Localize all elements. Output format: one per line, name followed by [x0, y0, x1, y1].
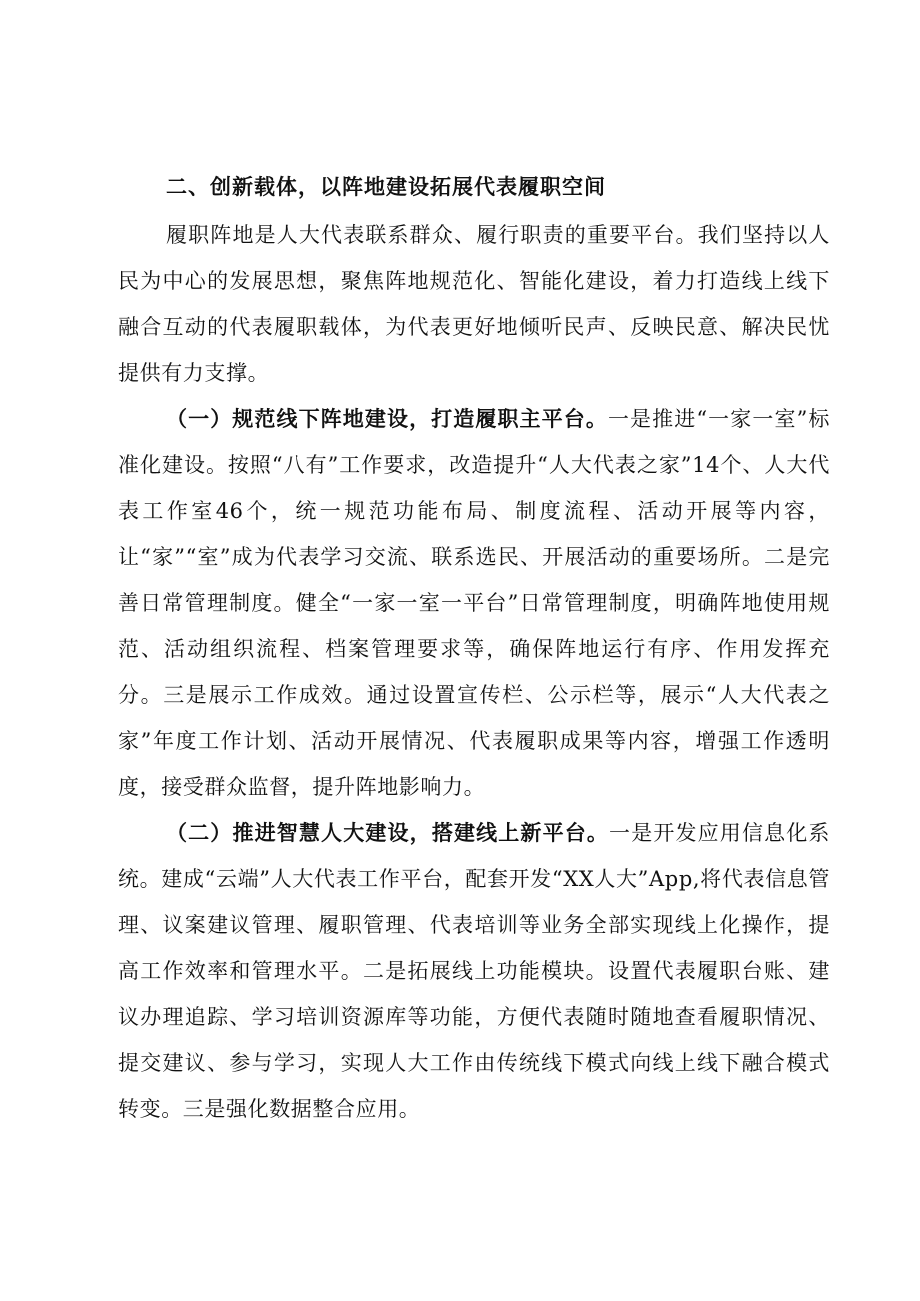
document-body: [118, 162, 830, 1132]
subsection-2-lead: （二）推进智慧人大建设，搭建线上新平台。: [166, 821, 610, 845]
subsection-1-lead: （一）规范线下阵地建设，打造履职主平台。: [166, 407, 608, 431]
subsection-2-body: 一是开发应用信息化系统。建成“云端”人大代表工作平台，配套开发“XX人大”App,将代表信息管理、议案建议管理、履职管理、代表培训等业务全部实现线上化操作，提高工作效率和管理水平。二是拓展线上功能模块。设置代表履职台账、建议办理追踪、学习培训资源库等功能，方便代表随时随地查看履职情况、提交建议、参与学习，实现人大工作由传统线下模式向线上线下融合模式转变。三是强化数据整合应用。: [118, 821, 831, 1121]
intro-paragraph: 履职阵地是人大代表联系群众、履行职责的重要平台。我们坚持以人民为中心的发展思想，聚焦阵地规范化、智能化建设，着力打造线上线下融合互动的代表履职载体，为代表更好地倾听民声、反映民意、解决民忧提供有力支撑。: [118, 223, 830, 385]
subsection-1-paragraph: [118, 396, 830, 810]
section-heading: 二、创新载体，以阵地建设拓展代表履职空间: [166, 175, 606, 199]
subsection-2-paragraph: [118, 810, 830, 1132]
subsection-1-body: 一是推进“一家一室”标准化建设。按照“八有”工作要求，改造提升“人大代表之家”14个、人大代表工作室46个，统一规范功能布局、制度流程、活动开展等内容，让“家”“室”成为代表学习交流、联系选民、开展活动的重要场所。二是完善日常管理制度。健全“一家一室一平台”日常管理制度，明确阵地使用规范、活动组织流程、档案管理要求等，确保阵地运行有序、作用发挥充分。三是展示工作成效。通过设置宣传栏、公示栏等，展示“人大代表之家”年度工作计划、活动开展情况、代表履职成果等内容，增强工作透明度，接受群众监督，提升阵地影响力。: [118, 407, 830, 799]
